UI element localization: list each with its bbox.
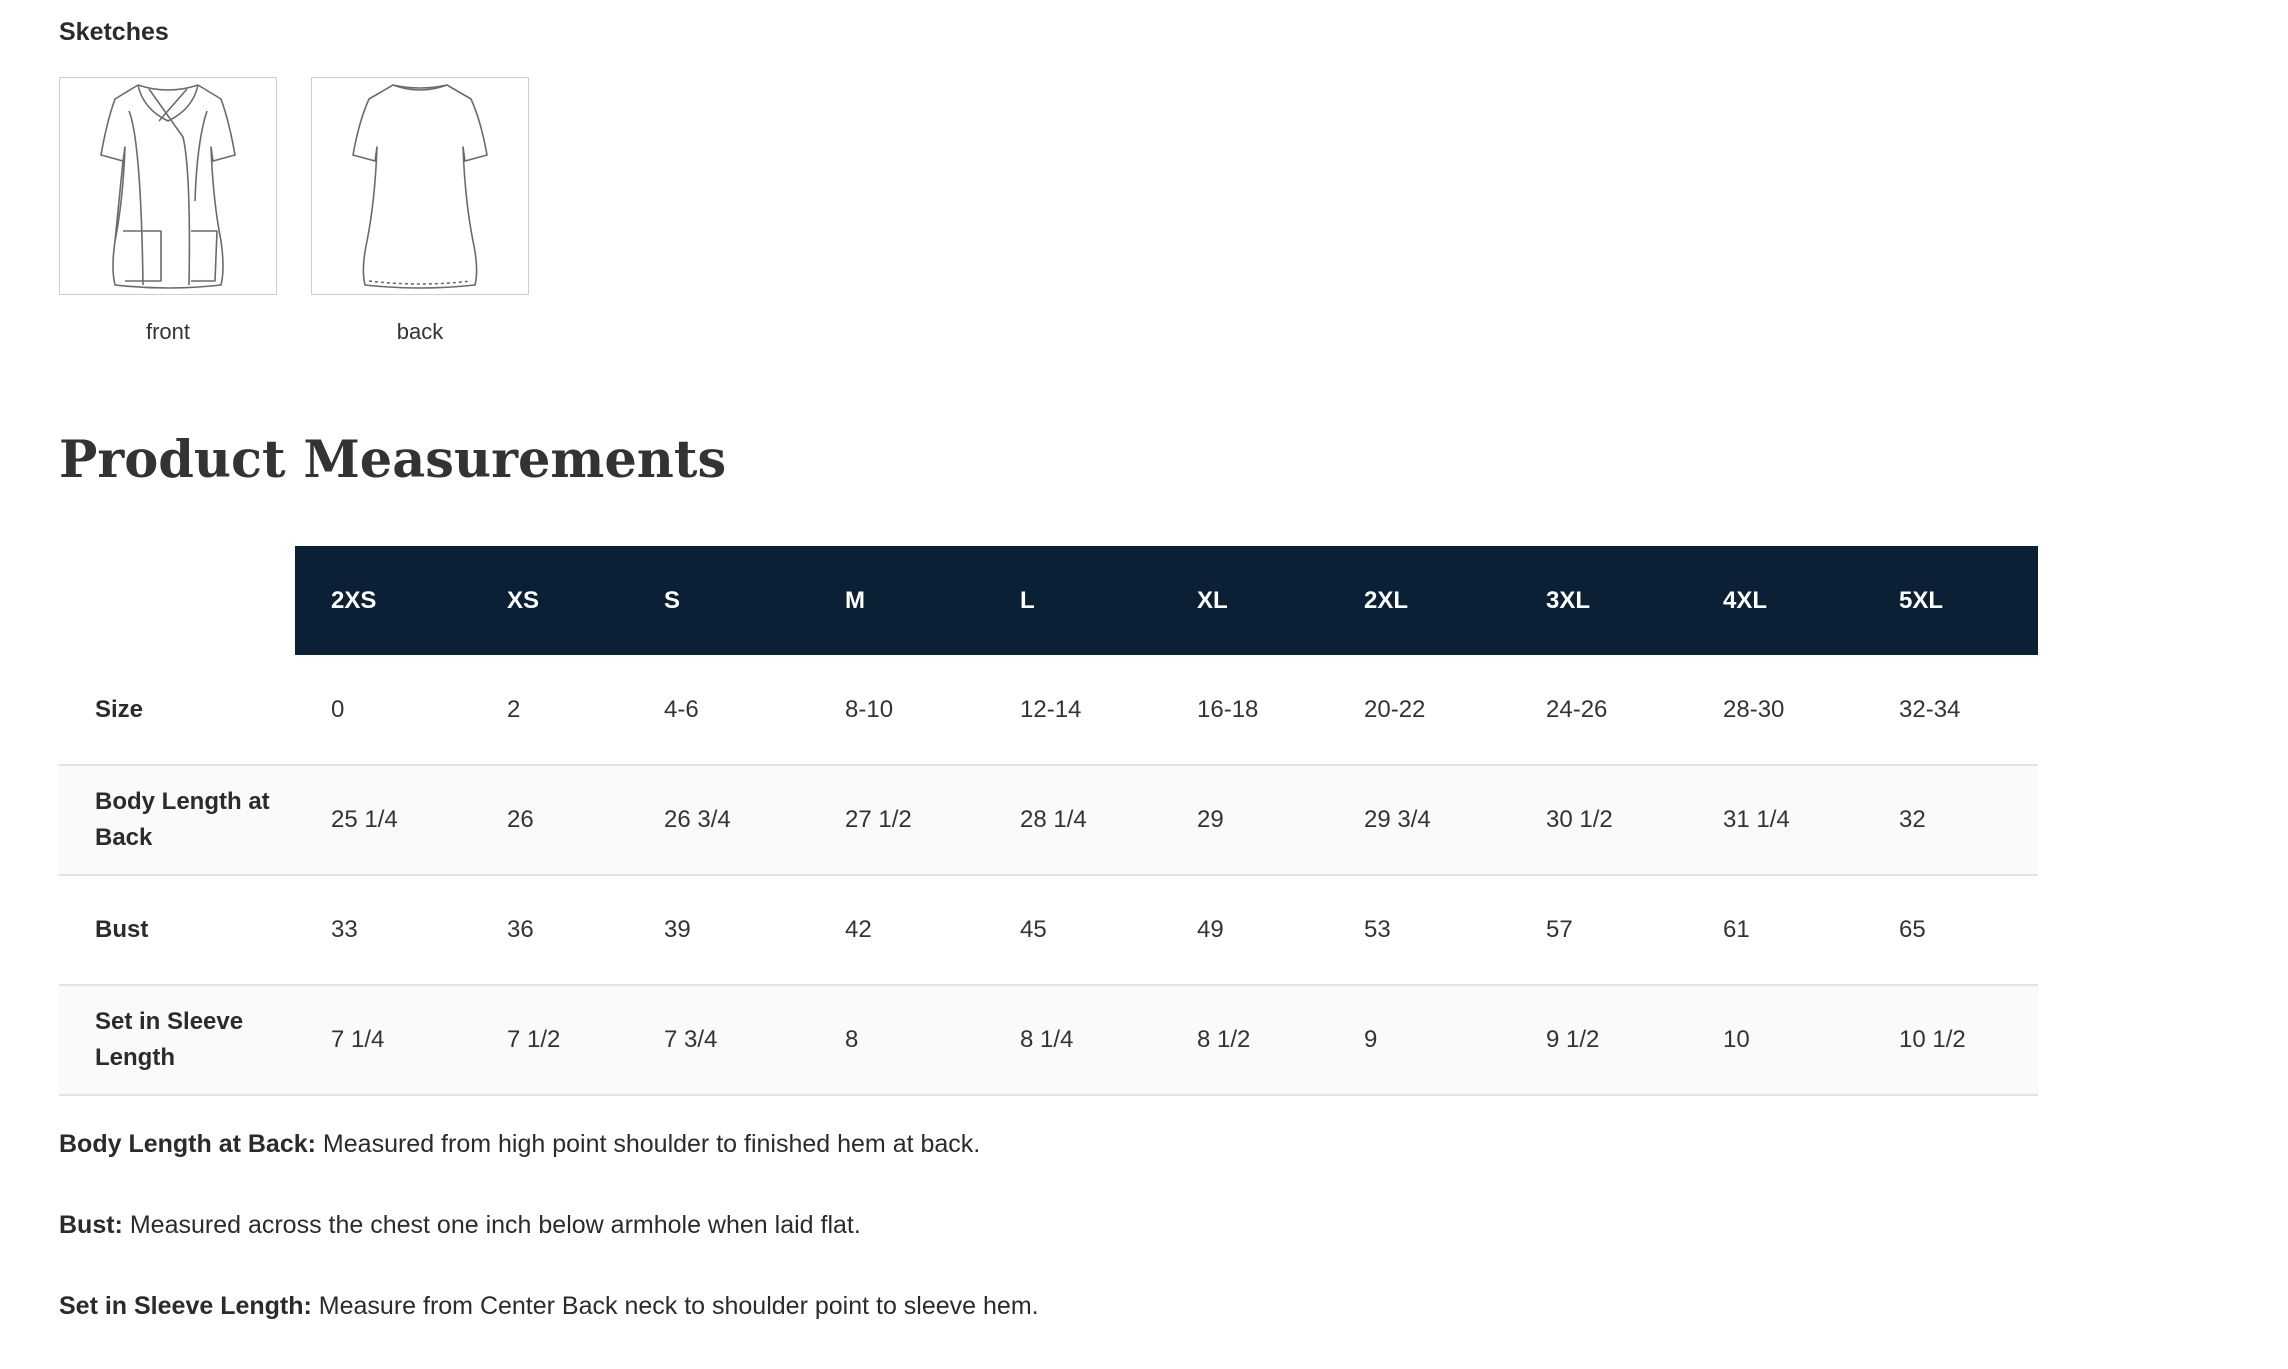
table-row (59, 985, 2038, 1095)
table-cell: 9 1/2 (1546, 1026, 1600, 1053)
sketch-front[interactable] (59, 77, 277, 345)
table-cell: 10 (1723, 1026, 1750, 1053)
row-label: Bust (95, 916, 149, 943)
table-cell: 29 3/4 (1364, 806, 1431, 833)
column-header: 2XL (1328, 546, 1510, 655)
table-cell: 61 (1723, 916, 1750, 943)
column-header: M (809, 546, 984, 655)
table-cell: 16-18 (1197, 695, 1259, 723)
note-text: Measure from Center Back neck to shoulder point to sleeve hem. (311, 1292, 1039, 1320)
table-cell: 7 1/4 (331, 1026, 385, 1053)
table-cell: 31 1/4 (1723, 806, 1790, 833)
table-cell: 24-26 (1546, 695, 1608, 723)
table-cell: 27 1/2 (845, 806, 912, 833)
note-sleeve-length (59, 1288, 1559, 1324)
scrub-top-back-icon (315, 81, 525, 291)
column-header: L (984, 546, 1161, 655)
column-header: S (628, 546, 809, 655)
row-label: Set in Sleeve Length (95, 1008, 244, 1071)
table-row (59, 655, 2038, 765)
table-cell: 20-22 (1364, 695, 1426, 723)
page-title: Product Measurements (59, 430, 727, 490)
note-text: Measured from high point shoulder to finished hem at back. (315, 1130, 981, 1158)
table-cell: 29 (1197, 806, 1224, 833)
column-header: 4XL (1687, 546, 1863, 655)
table-cell: 8-10 (845, 695, 894, 723)
table-cell: 8 1/2 (1197, 1026, 1251, 1053)
table-cell: 65 (1899, 916, 1926, 943)
table-row (59, 765, 2038, 875)
table-row (59, 875, 2038, 985)
table-cell: 12-14 (1020, 695, 1082, 723)
row-label: Body Length at Back (95, 788, 270, 851)
table-header-row (59, 546, 2038, 655)
table-cell: 42 (845, 916, 872, 943)
table-cell: 26 (507, 806, 534, 833)
table-cell: 33 (331, 916, 358, 943)
column-header: 3XL (1510, 546, 1687, 655)
table-cell: 45 (1020, 916, 1047, 943)
column-header: XL (1161, 546, 1328, 655)
table-cell: 7 3/4 (664, 1026, 718, 1053)
note-bust (59, 1207, 1559, 1243)
table-cell: 9 (1364, 1026, 1378, 1053)
table-cell: 32 (1899, 806, 1926, 833)
table-cell: 8 1/4 (1020, 1026, 1074, 1053)
measurement-notes (59, 1126, 1559, 1369)
front-sketch-image[interactable] (59, 77, 277, 295)
note-term: Body Length at Back: (59, 1130, 316, 1158)
column-header: 2XS (295, 546, 471, 655)
table-cell: 49 (1197, 916, 1224, 943)
sketches-heading: Sketches (59, 18, 169, 46)
table-cell: 57 (1546, 916, 1573, 943)
table-cell: 7 1/2 (507, 1026, 561, 1053)
scrub-top-front-icon (63, 81, 273, 291)
measurements-table (59, 546, 2038, 1096)
sketch-caption-back: back (396, 319, 444, 344)
table-cell: 36 (507, 916, 534, 943)
row-label: Size (95, 695, 144, 723)
sketch-caption-front: front (145, 319, 191, 344)
note-body-length (59, 1126, 1559, 1162)
note-term: Bust: (59, 1211, 123, 1239)
table-cell: 30 1/2 (1546, 806, 1613, 833)
table-cell: 0 (331, 695, 345, 723)
table-cell: 32-34 (1899, 695, 1961, 723)
table-cell: 28 1/4 (1020, 806, 1087, 833)
note-text: Measured across the chest one inch below armhole when laid flat. (122, 1211, 861, 1239)
table-cell: 10 1/2 (1899, 1026, 1966, 1053)
sketch-back[interactable] (311, 77, 529, 345)
table-cell: 25 1/4 (331, 806, 398, 833)
table-cell: 2 (507, 695, 521, 723)
column-header: 5XL (1863, 546, 2038, 655)
table-corner-cell (59, 546, 295, 655)
back-sketch-image[interactable] (311, 77, 529, 295)
table-cell: 39 (664, 916, 691, 943)
table-cell: 26 3/4 (664, 806, 731, 833)
column-header: XS (471, 546, 628, 655)
note-term: Set in Sleeve Length: (59, 1292, 312, 1320)
table-cell: 53 (1364, 916, 1391, 943)
table-cell: 8 (845, 1026, 859, 1053)
table-cell: 4-6 (664, 695, 699, 723)
table-cell: 28-30 (1723, 695, 1785, 723)
